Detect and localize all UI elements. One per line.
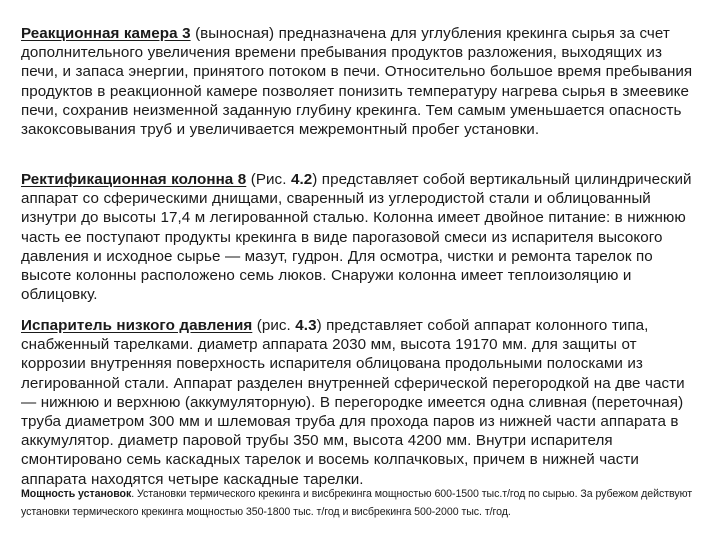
paragraph-text: ) представляет собой вертикальный цилиндрический аппарат со сферическими днищами, сваренный из углеродистой стали и облицованный изнутри до высоты 17,4 м легированной сталью. Колонна имеет двойное питание: в нижнюю часть ее поступают продукты крекинга в виде парогазовой смеси из испарителя высокого давления и исходное сырье — мазут, гудрон. Для осмотра, чистки и ремонта тарелок по высоте колонны расположено семь люков. Снаружи колонна имеет теплоизоляцию и облицовку. [21,171,692,304]
term-rectification-column: Ректификационная колонна 8 [21,171,247,188]
term-capacity: Мощность установок [21,488,132,500]
note-text: . Установки термического крекинга и висбрекинга мощностью 600-1500 тыс.т/год по сырью. За рубежом действуют установки термического крекинга мощностью 350-1800 тыс. т/год и висбрекинга 500-2000 тыс. т/год. [21,488,693,518]
figure-ref-prefix: (Рис. [246,171,291,188]
figure-ref-prefix: (рис. [252,317,296,334]
capacity-note [21,485,711,521]
paragraph-reaction-chamber [21,24,703,139]
figure-ref-number: 4.2 [290,171,313,188]
paragraph-text: (выносная) предназначена для углубления крекинга сырья за счет дополнительного увеличения времени пребывания продуктов разложения, выходящих из печи, и запаса энергии, принятого потоком в печи. Относительно большое время пребывания продуктов в реакционной камере позволяет понизить температуру нагрева сырья в змеевике печи, сохранив неизменной заданную глубину крекинга. Тем самым уменьшается опасность закоксовывания труб и увеличивается межремонтный пробег установки. [21,25,693,139]
term-low-pressure-evaporator: Испаритель низкого давления [21,317,253,334]
paragraph-low-pressure-evaporator [21,316,703,489]
term-reaction-chamber: Реакционная камера 3 [21,25,191,42]
paragraph-text: ) представляет собой аппарат колонного типа, снабженный тарелками. диаметр аппарата 2030 мм, высота 19170 мм. для защиты от коррозии внутренняя поверхность испарителя облицована продольными полосками из легированной стали. Аппарат разделен внутренней сферической перегородкой на две части — нижнюю и верхнюю (аккумуляторную). В перегородке имеется одна сливная (переточная) труба диаметром 300 мм и шлемовая труба для прохода паров из нижней части аппарата в аккумулятор. диаметр паровой трубы 350 мм, высота 4200 мм. Внутри испарителя смонтировано семь каскадных тарелок и восемь колпачковых, причем в нижней части аппарата находятся четыре каскадные тарелки. [21,317,685,488]
paragraph-rectification-column [21,170,703,304]
figure-ref-number: 4.3 [295,317,317,334]
